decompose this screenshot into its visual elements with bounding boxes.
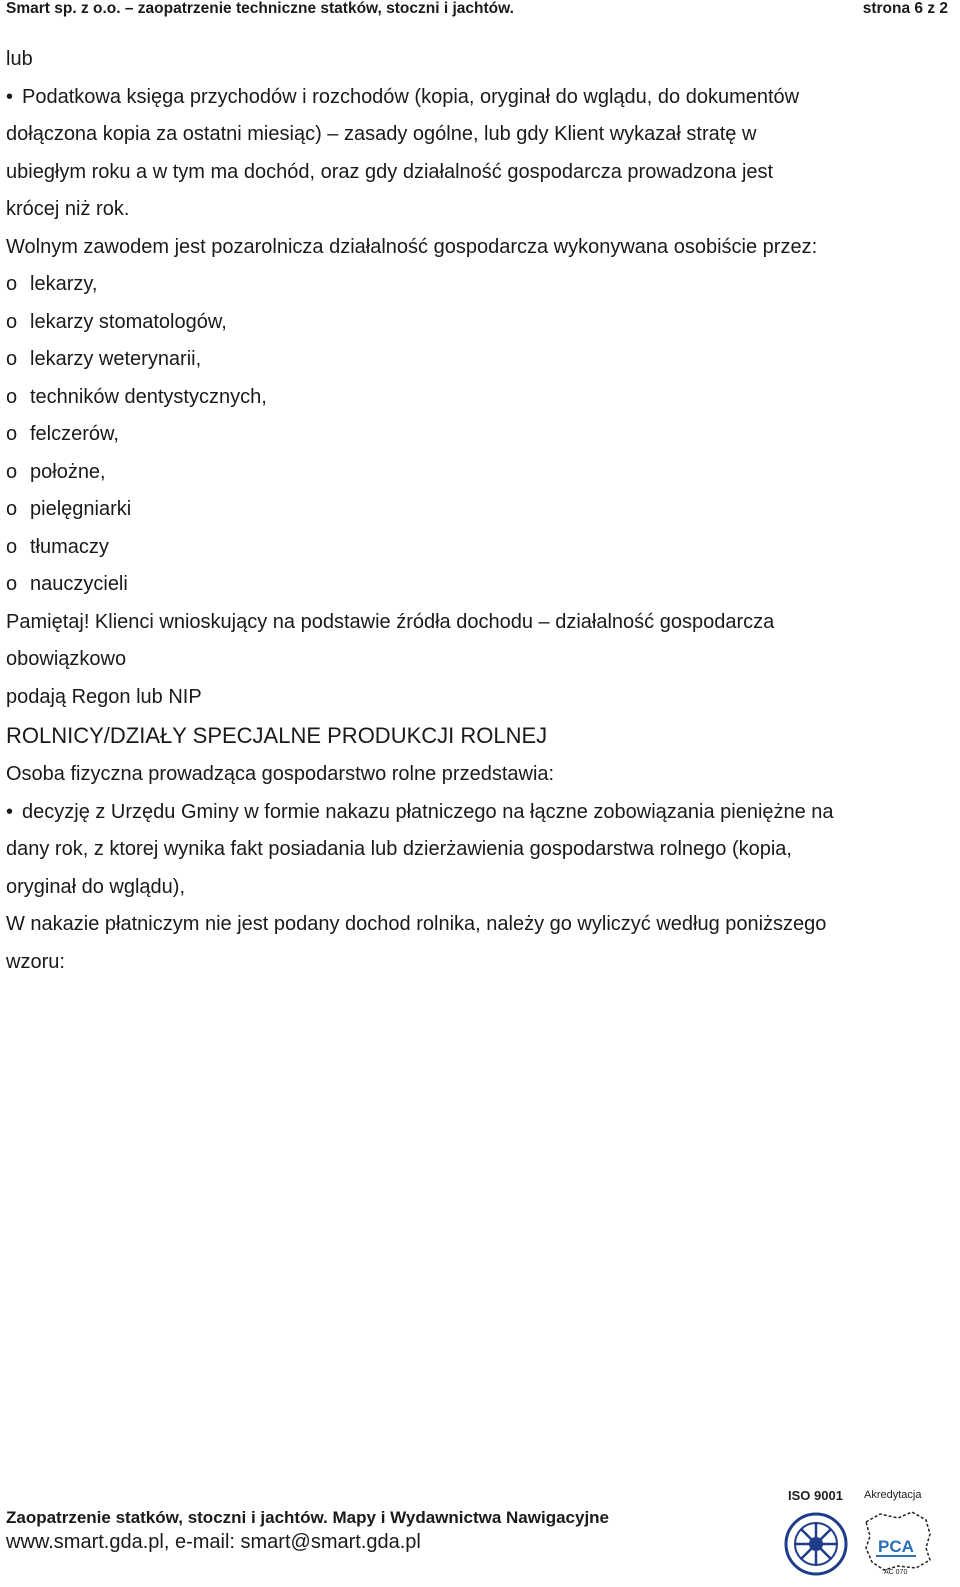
calculation-note-continuation: wzoru:	[6, 950, 65, 973]
list-item	[6, 566, 906, 604]
list-item	[6, 529, 906, 567]
bullet-line: decyzję z Urzędu Gminy w formie nakazu płatniczego na łączne zobowiązania pieniężne na	[22, 800, 834, 823]
header-title: Smart sp. z o.o. – zaopatrzenie techniczne statków, stoczni i jachtów.	[6, 0, 514, 17]
list-item	[6, 341, 906, 379]
calculation-note: W nakazie płatniczym nie jest podany dochod rolnika, należy go wyliczyć według poniższego	[6, 913, 827, 935]
pca-label: PCA	[878, 1537, 914, 1556]
profession-list	[6, 266, 906, 604]
certification-logos-graphic	[780, 1482, 950, 1582]
list-item-text: lekarzy weterynarii,	[30, 348, 202, 370]
list-item-text: lekarzy stomatologów,	[30, 310, 227, 333]
intro-text: lub	[6, 48, 33, 70]
remember-note-continuation: podają Regon lub NIP	[6, 685, 202, 708]
accreditation-code: AC 070	[884, 1569, 908, 1576]
list-item	[6, 416, 906, 454]
footer-contact: www.smart.gda.pl, e-mail: smart@smart.gda.pl	[6, 1531, 421, 1553]
list-item-text: techników dentystycznych,	[30, 385, 267, 408]
bullet-continuation: ubiegłym roku a w tym ma dochód, oraz gdy działalność gospodarcza prowadzona jest	[6, 160, 774, 183]
chamber-seal-icon	[786, 1514, 846, 1574]
bullet-continuation: dany rok, z ktorej wynika fakt posiadania lub dzierżawienia gospodarstwa rolnego (kopia,	[6, 838, 792, 860]
list-marker: o	[6, 460, 18, 483]
list-item-text: tłumaczy	[30, 535, 109, 558]
bullet-continuation: oryginał do wglądu),	[6, 875, 185, 898]
list-item	[6, 304, 906, 342]
farmer-intro: Osoba fizyczna prowadząca gospodarstwo rolne przedstawia:	[6, 763, 555, 785]
bullet-tax-ledger	[6, 79, 906, 117]
bullet-continuation: krócej niż rok.	[6, 198, 130, 220]
iso-label: ISO 9001	[788, 1488, 843, 1503]
pca-accreditation-icon	[866, 1512, 930, 1576]
certification-logos	[780, 1482, 950, 1582]
list-marker: o	[6, 348, 18, 370]
remember-note: Pamiętaj! Klienci wnioskujący na podstawie źródła dochodu – działalność gospodarcza	[6, 610, 775, 633]
footer-company: Zaopatrzenie statków, stoczni i jachtów. Mapy i Wydawnictwa Nawigacyjne	[6, 1508, 610, 1527]
list-item	[6, 454, 906, 492]
list-item	[6, 379, 906, 417]
page-number: strona 6 z 2	[862, 0, 948, 17]
remember-note-continuation: obowiązkowo	[6, 648, 127, 670]
section-heading: ROLNICY/DZIAŁY SPECJALNE PRODUKCJI ROLNEJ	[6, 723, 548, 748]
list-marker: o	[6, 310, 18, 333]
list-marker: o	[6, 573, 18, 595]
list-marker: o	[6, 385, 18, 408]
bullet-marker: •	[6, 800, 14, 823]
free-profession-intro: Wolnym zawodem jest pozarolnicza działalność gospodarcza wykonywana osobiście przez:	[6, 235, 818, 258]
bullet-tax-decision	[6, 794, 906, 832]
list-marker: o	[6, 498, 18, 520]
bullet-marker: •	[6, 85, 14, 108]
list-item-text: położne,	[30, 460, 106, 483]
document-body	[6, 41, 906, 981]
list-marker: o	[6, 423, 18, 445]
list-item-text: pielęgniarki	[30, 498, 132, 520]
list-marker: o	[6, 535, 18, 558]
list-item-text: lekarzy,	[30, 273, 98, 295]
list-item-text: nauczycieli	[30, 573, 128, 595]
list-item	[6, 266, 906, 304]
page-header	[6, 0, 948, 20]
list-item-text: felczerów,	[30, 423, 119, 445]
page-footer	[6, 1506, 706, 1554]
accreditation-label: Akredytacja	[864, 1489, 922, 1501]
list-item	[6, 491, 906, 529]
bullet-line: Podatkowa księga przychodów i rozchodów (kopia, oryginał do wglądu, do dokumentów	[22, 85, 800, 108]
list-marker: o	[6, 273, 18, 295]
bullet-continuation: dołączona kopia za ostatni miesiąc) – zasady ogólne, lub gdy Klient wykazał stratę w	[6, 123, 757, 145]
